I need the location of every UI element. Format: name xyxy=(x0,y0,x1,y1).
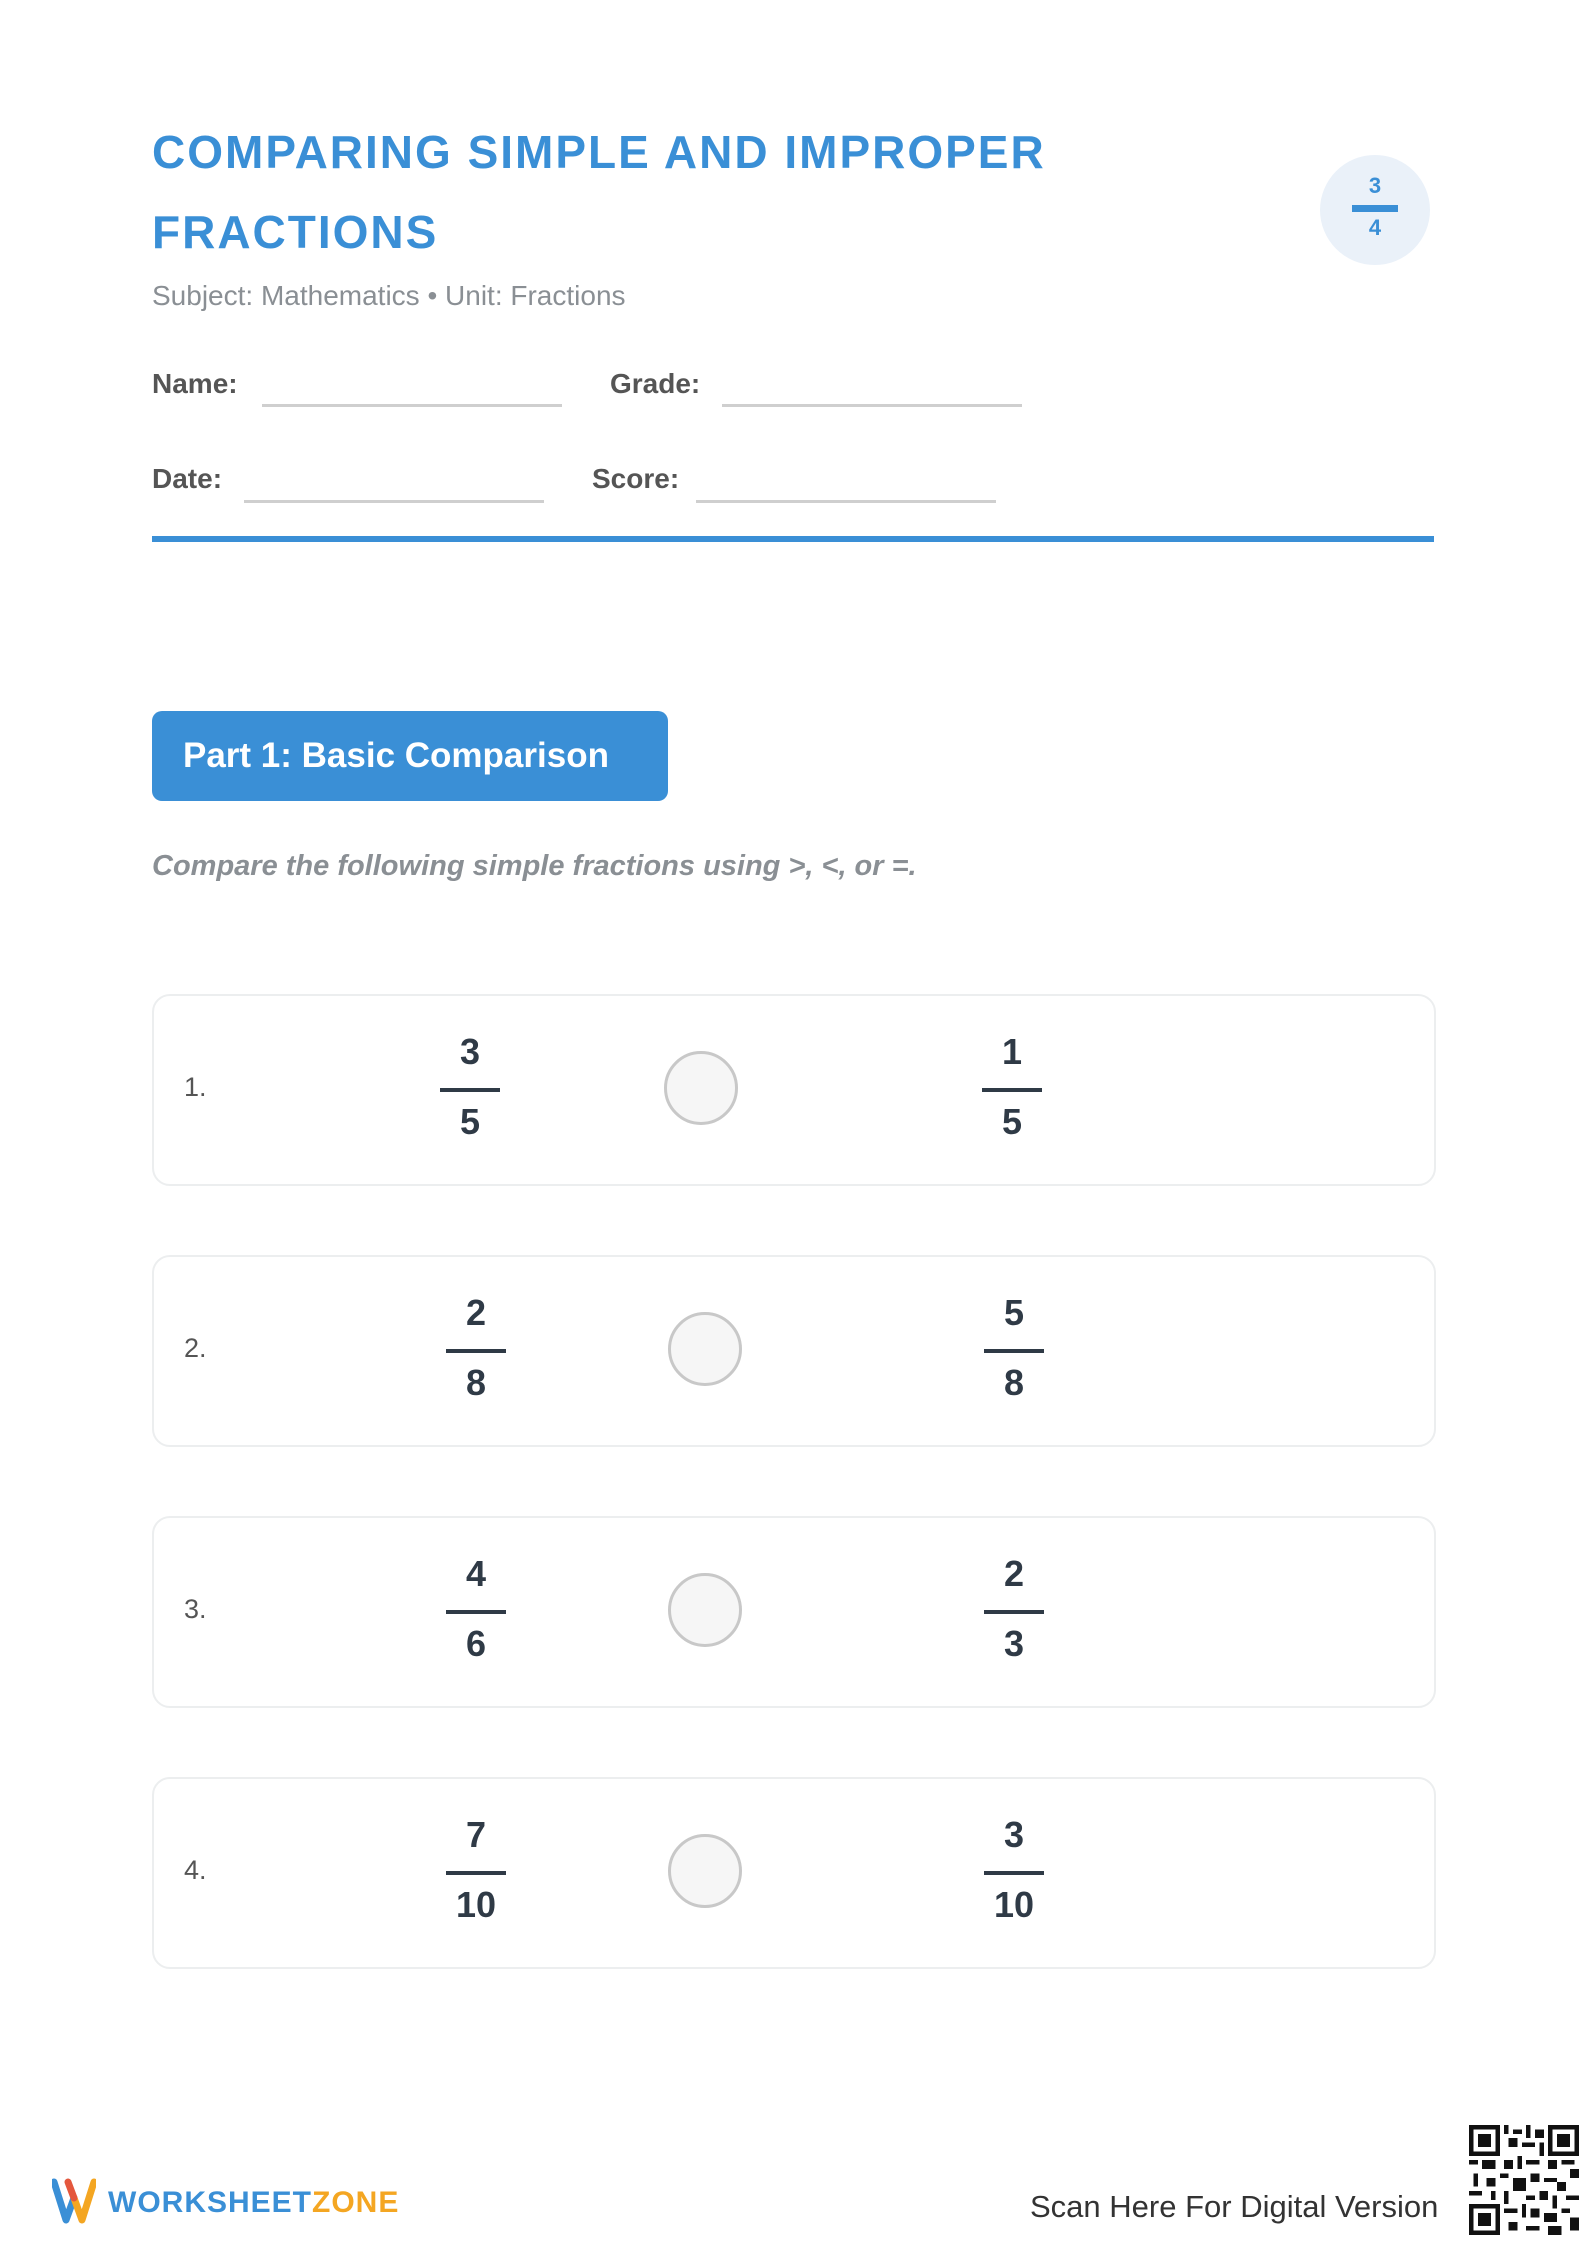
badge-numerator: 3 xyxy=(1368,173,1382,198)
brand-accent: ZONE xyxy=(312,2186,400,2219)
numerator: 3 xyxy=(1003,1814,1025,1855)
header-divider xyxy=(152,536,1434,542)
score-field[interactable] xyxy=(696,500,996,503)
question-number: 1. xyxy=(184,1072,207,1102)
left-fraction xyxy=(436,1293,516,1409)
right-fraction xyxy=(974,1815,1054,1931)
question-card xyxy=(152,1255,1436,1447)
left-fraction xyxy=(436,1554,516,1670)
denominator: 8 xyxy=(465,1362,487,1403)
question-card xyxy=(152,994,1436,1186)
date-label: Date: xyxy=(152,463,223,494)
fraction-bar xyxy=(984,1610,1044,1614)
question-number: 2. xyxy=(184,1333,207,1363)
grade-field[interactable] xyxy=(722,404,1022,407)
fraction-bar xyxy=(446,1610,506,1614)
badge-fraction-bar xyxy=(1352,205,1398,212)
score-label: Score: xyxy=(592,463,680,494)
fraction-bar xyxy=(984,1871,1044,1875)
part-1-heading: Part 1: Basic Comparison xyxy=(152,711,668,801)
question-card xyxy=(152,1516,1436,1708)
numerator: 4 xyxy=(465,1553,487,1594)
answer-circle[interactable] xyxy=(664,1051,738,1125)
date-field[interactable] xyxy=(244,500,544,503)
part-1-instructions: Compare the following simple fractions using >, <, or =. xyxy=(152,850,917,882)
qr-code-icon[interactable] xyxy=(1469,2125,1579,2235)
denominator: 8 xyxy=(1003,1362,1025,1403)
numerator: 2 xyxy=(465,1292,487,1333)
fraction-bar xyxy=(440,1088,500,1092)
brand-wordmark[interactable] xyxy=(108,2186,399,2220)
numerator: 1 xyxy=(1001,1031,1023,1072)
fraction-bar xyxy=(446,1349,506,1353)
answer-circle[interactable] xyxy=(668,1312,742,1386)
right-fraction xyxy=(974,1554,1054,1670)
name-label: Name: xyxy=(152,368,238,399)
right-fraction xyxy=(974,1293,1054,1409)
question-number: 3. xyxy=(184,1594,207,1624)
right-fraction xyxy=(972,1032,1052,1148)
left-fraction xyxy=(430,1032,510,1148)
fraction-bar xyxy=(984,1349,1044,1353)
subject-line: Subject: Mathematics • Unit: Fractions xyxy=(152,280,626,311)
worksheetzone-logo-icon xyxy=(52,2176,96,2224)
name-field[interactable] xyxy=(262,404,562,407)
numerator: 5 xyxy=(1003,1292,1025,1333)
left-fraction xyxy=(436,1815,516,1931)
denominator: 10 xyxy=(993,1884,1035,1925)
fraction-bar xyxy=(446,1871,506,1875)
fraction-badge-icon xyxy=(1320,155,1430,265)
denominator: 5 xyxy=(1001,1101,1023,1142)
answer-circle[interactable] xyxy=(668,1834,742,1908)
fraction-bar xyxy=(982,1088,1042,1092)
numerator: 3 xyxy=(459,1031,481,1072)
page-title: COMPARING SIMPLE AND IMPROPER FRACTIONS xyxy=(152,126,1046,258)
question-card xyxy=(152,1777,1436,1969)
denominator: 3 xyxy=(1003,1623,1025,1664)
numerator: 2 xyxy=(1003,1553,1025,1594)
denominator: 10 xyxy=(455,1884,497,1925)
badge-denominator: 4 xyxy=(1368,215,1382,240)
answer-circle[interactable] xyxy=(668,1573,742,1647)
denominator: 6 xyxy=(465,1623,487,1664)
scan-caption: Scan Here For Digital Version xyxy=(1030,2189,1439,2224)
grade-label: Grade: xyxy=(610,368,701,399)
denominator: 5 xyxy=(459,1101,481,1142)
brand-main: WORKSHEET xyxy=(108,2186,312,2219)
numerator: 7 xyxy=(465,1814,487,1855)
question-number: 4. xyxy=(184,1855,207,1885)
